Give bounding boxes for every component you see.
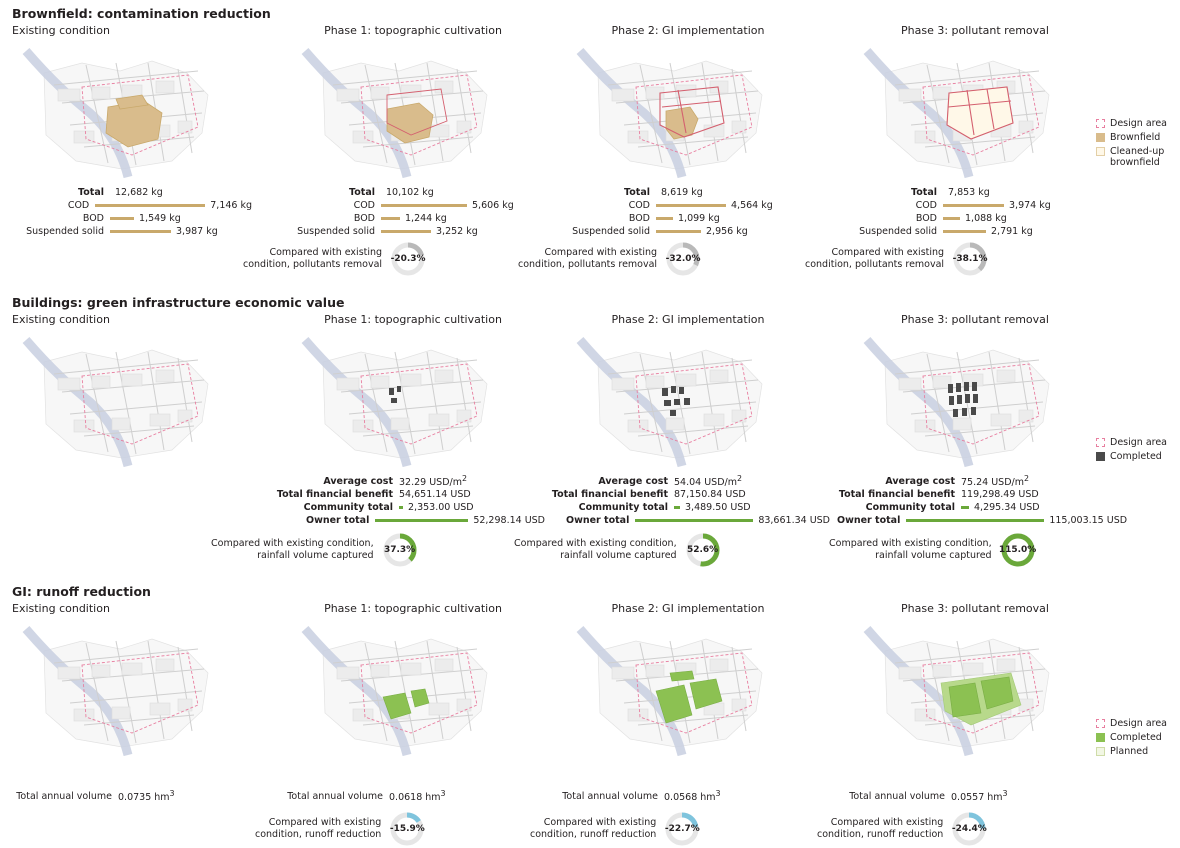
unit-superscript: 3 [715, 789, 721, 799]
metrics-buildings-phase3 [837, 475, 1127, 527]
column-phase-1 [255, 602, 543, 840]
donut-chart [950, 810, 988, 848]
metric-row [271, 790, 521, 803]
legend-label: Brownfield [1110, 132, 1161, 143]
comparison-line-1: Compared with existing [543, 817, 657, 828]
metric-value: 3,489.50 USD [685, 502, 751, 513]
comparison-phase2-gi [530, 810, 701, 848]
metric-row [12, 199, 252, 212]
column-title: Existing condition [12, 313, 110, 326]
metric-value: 2,956 kg [706, 226, 748, 237]
metric-label: Owner total [566, 515, 630, 526]
metric-label: Total annual volume [562, 791, 658, 802]
metrics-brownfield-phase1 [283, 186, 533, 238]
unit-superscript: 3 [440, 789, 446, 799]
metric-label: Suspended solid [859, 226, 937, 237]
legend-item [1096, 732, 1167, 743]
donut-value: 37.3% [383, 545, 416, 555]
metric-label: Total annual volume [849, 791, 945, 802]
metric-label: Total financial benefit [276, 489, 393, 500]
metric-label: Suspended solid [26, 226, 104, 237]
metric-row [845, 186, 1095, 199]
column-title: Phase 1: topographic cultivation [324, 602, 502, 615]
metric-row [12, 225, 252, 238]
legend-brownfield [1096, 118, 1180, 171]
comparison-line-2: rainfall volume captured [257, 550, 374, 561]
completed-swatch-icon [1096, 452, 1105, 461]
metric-row [558, 225, 808, 238]
metric-value: 2,791 kg [991, 226, 1033, 237]
metric-row [833, 790, 1083, 803]
metric-row [275, 475, 545, 488]
column-title: Phase 2: GI implementation [611, 24, 765, 37]
column-phase-2 [514, 313, 830, 561]
metric-value: 0.0568 hm [664, 792, 716, 804]
map-brownfield-phase1[interactable] [291, 43, 523, 178]
metric-row [558, 199, 808, 212]
metric-label: Total annual volume [287, 791, 383, 802]
comparison-line-2: rainfall volume captured [560, 550, 677, 561]
comparison-line-1: Compared with existing condition, [829, 538, 992, 549]
column-phase-3 [817, 602, 1105, 840]
metric-value: 83,661.34 USD [758, 515, 830, 526]
section-title: GI: runoff reduction [12, 584, 151, 599]
comparison-phase1-brownfield [243, 240, 427, 278]
donut-chart [999, 531, 1037, 569]
unit-superscript: 3 [1002, 789, 1008, 799]
metric-label: COD [915, 200, 937, 211]
comparison-line-2: rainfall volume captured [875, 550, 992, 561]
completed-swatch-icon [1096, 733, 1105, 742]
comparison-line-2: condition, pollutants removal [805, 259, 945, 270]
column-existing-condition [12, 313, 272, 467]
metric-value: 1,549 kg [139, 213, 181, 224]
metric-row [558, 212, 808, 225]
metric-value: 8,619 kg [661, 187, 703, 198]
metric-row [837, 514, 1127, 527]
metrics-gi-existing [0, 790, 250, 803]
metric-value: 54,651.14 USD [399, 489, 471, 500]
map-buildings-existing[interactable] [12, 332, 244, 467]
comparison-line-1: Compared with existing [831, 247, 945, 258]
metrics-gi-phase1 [271, 790, 521, 803]
legend-item [1096, 718, 1167, 729]
metric-value: 5,606 kg [472, 200, 514, 211]
metric-value: 1,099 kg [678, 213, 720, 224]
metric-value: 12,682 kg [115, 187, 163, 198]
metric-value: 4,564 kg [731, 200, 773, 211]
map-gi-phase2[interactable] [566, 621, 798, 756]
legend-label: Design area [1110, 437, 1168, 448]
comparison-text [829, 538, 992, 562]
donut-chart [684, 531, 722, 569]
metric-value: 32.29 USD/m [399, 477, 462, 489]
comparison-phase1-gi [255, 810, 426, 848]
donut-value: -32.0% [665, 254, 701, 264]
metric-label: Community total [303, 502, 393, 513]
metric-row [283, 212, 533, 225]
legend-label: Design area [1110, 118, 1168, 129]
section-gi-runoff [0, 578, 1180, 840]
metric-value: 0.0618 hm [389, 792, 441, 804]
map-brownfield-phase2[interactable] [566, 43, 798, 178]
column-phase-1 [211, 313, 545, 561]
comparison-line-1: Compared with existing [830, 817, 944, 828]
comparison-line-2: condition, pollutants removal [243, 259, 383, 270]
metrics-gi-phase2 [546, 790, 796, 803]
metric-label: Total financial benefit [551, 489, 668, 500]
metric-value: 54.04 USD/m [674, 477, 737, 489]
metric-value: 3,987 kg [176, 226, 218, 237]
donut-value: -38.1% [952, 254, 988, 264]
metric-label: BOD [82, 213, 104, 224]
legend-label: Completed [1110, 732, 1162, 743]
metric-label: Community total [865, 502, 955, 513]
legend-item [1096, 118, 1180, 129]
metric-row [283, 186, 533, 199]
comparison-text [805, 247, 944, 271]
unit-superscript: 2 [736, 474, 743, 484]
metrics-gi-phase3 [833, 790, 1083, 803]
donut-chart [381, 531, 419, 569]
metric-row [275, 514, 545, 527]
metric-label: BOD [353, 213, 375, 224]
unit-superscript: 3 [169, 789, 175, 799]
legend-label: Planned [1110, 746, 1149, 757]
comparison-text [518, 247, 657, 271]
metric-label: COD [353, 200, 375, 211]
metric-label: Total [911, 187, 937, 198]
metric-row [0, 790, 250, 803]
metric-label: BOD [628, 213, 650, 224]
metric-value: 7,853 kg [948, 187, 990, 198]
section-title: Brownfield: contamination reduction [12, 6, 271, 21]
metric-row [845, 225, 1095, 238]
donut-chart [664, 240, 702, 278]
metric-label: Average cost [885, 476, 955, 487]
comparison-phase1-buildings [211, 531, 419, 569]
map-brownfield-phase3[interactable] [853, 43, 1085, 178]
metric-row [837, 501, 1127, 514]
metric-label: Suspended solid [297, 226, 375, 237]
metric-row [550, 475, 830, 488]
metric-value: 0.0557 hm [951, 792, 1003, 804]
metric-row [12, 186, 252, 199]
comparison-text [817, 817, 943, 841]
metric-row [283, 225, 533, 238]
metric-row [837, 488, 1127, 501]
metric-label: BOD [915, 213, 937, 224]
legend-item [1096, 746, 1167, 757]
column-title: Existing condition [12, 24, 110, 37]
design-area-swatch-icon [1096, 719, 1105, 728]
metric-row [550, 488, 830, 501]
comparison-line-1: Compared with existing [268, 817, 382, 828]
comparison-line-2: condition, runoff reduction [817, 829, 944, 840]
column-existing-condition [12, 24, 272, 237]
design-area-swatch-icon [1096, 119, 1105, 128]
donut-chart [389, 240, 427, 278]
donut-chart [663, 810, 701, 848]
comparison-line-1: Compared with existing condition, [514, 538, 677, 549]
metrics-brownfield-phase2 [558, 186, 808, 238]
comparison-text [243, 247, 382, 271]
metric-value: 3,252 kg [436, 226, 478, 237]
metric-value: 2,353.00 USD [408, 502, 474, 513]
legend-item [1096, 132, 1180, 143]
metric-value: 1,088 kg [965, 213, 1007, 224]
map-gi-phase1[interactable] [291, 621, 523, 756]
legend-label: Cleaned-up brownfield [1110, 146, 1165, 168]
column-phase-2 [518, 24, 818, 270]
comparison-phase3-gi [817, 810, 988, 848]
donut-value: -20.3% [390, 254, 426, 264]
comparison-line-2: condition, pollutants removal [518, 259, 658, 270]
legend-item [1096, 451, 1167, 462]
metric-label: Total financial benefit [838, 489, 955, 500]
comparison-text [211, 538, 374, 562]
column-title: Phase 2: GI implementation [611, 602, 765, 615]
column-title: Existing condition [12, 602, 110, 615]
section-title: Buildings: green infrastructure economic value [12, 295, 345, 310]
metric-label: Owner total [837, 515, 901, 526]
metric-row [275, 488, 545, 501]
column-phase-3 [805, 24, 1105, 270]
comparison-text [514, 538, 677, 562]
comparison-phase2-buildings [514, 531, 722, 569]
comparison-text [530, 817, 656, 841]
metric-value: 4,295.34 USD [974, 502, 1040, 513]
planned-swatch-icon [1096, 747, 1105, 756]
metric-value: 52,298.14 USD [473, 515, 545, 526]
comparison-line-1: Compared with existing [269, 247, 383, 258]
metric-label: Average cost [323, 476, 393, 487]
map-brownfield-existing[interactable] [12, 43, 244, 178]
map-gi-existing[interactable] [12, 621, 244, 756]
legend-item [1096, 146, 1180, 168]
comparison-text [255, 817, 381, 841]
legend-gi [1096, 718, 1167, 760]
metric-row [546, 790, 796, 803]
column-title: Phase 1: topographic cultivation [324, 24, 502, 37]
metric-label: Total [349, 187, 375, 198]
comparison-phase3-brownfield [805, 240, 989, 278]
metric-row [558, 186, 808, 199]
metric-value: 7,146 kg [210, 200, 252, 211]
metric-value: 1,244 kg [405, 213, 447, 224]
section-buildings [0, 289, 1180, 574]
metric-label: COD [628, 200, 650, 211]
legend-label: Completed [1110, 451, 1162, 462]
comparison-line-2: condition, runoff reduction [255, 829, 382, 840]
donut-value: 52.6% [686, 545, 719, 555]
legend-label: Design area [1110, 718, 1168, 729]
metric-label: Average cost [598, 476, 668, 487]
metric-label: Suspended solid [572, 226, 650, 237]
metric-value: 75.24 USD/m [961, 477, 1024, 489]
metric-value: 3,974 kg [1009, 200, 1051, 211]
metric-value: 87,150.84 USD [674, 489, 746, 500]
legend-item [1096, 437, 1167, 448]
metrics-brownfield-existing [12, 186, 252, 238]
section-brownfield [0, 0, 1180, 280]
metric-label: Total [78, 187, 104, 198]
donut-value: -15.9% [389, 824, 425, 834]
metric-row [845, 199, 1095, 212]
metric-row [12, 212, 252, 225]
metric-row [550, 514, 830, 527]
column-title: Phase 3: pollutant removal [901, 313, 1049, 326]
column-title: Phase 1: topographic cultivation [324, 313, 502, 326]
column-phase-3 [829, 313, 1128, 561]
donut-chart [388, 810, 426, 848]
comparison-phase2-brownfield [518, 240, 702, 278]
unit-superscript: 2 [461, 474, 468, 484]
metric-label: Total [624, 187, 650, 198]
metric-value: 10,102 kg [386, 187, 434, 198]
metric-value: 119,298.49 USD [961, 489, 1039, 500]
metric-label: Total annual volume [16, 791, 112, 802]
unit-superscript: 2 [1023, 474, 1030, 484]
map-gi-phase3[interactable] [853, 621, 1085, 756]
map-buildings-phase2[interactable] [566, 332, 798, 467]
legend-buildings [1096, 437, 1167, 465]
column-phase-2 [530, 602, 818, 840]
donut-value: 115.0% [998, 545, 1037, 555]
metric-value: 115,003.15 USD [1049, 515, 1128, 526]
brownfield-swatch-icon [1096, 133, 1105, 142]
metric-row [837, 475, 1127, 488]
column-title: Phase 3: pollutant removal [901, 602, 1049, 615]
metrics-buildings-phase2 [550, 475, 830, 527]
comparison-phase3-buildings [829, 531, 1037, 569]
metric-label: COD [67, 200, 90, 211]
donut-value: -22.7% [664, 824, 700, 834]
metrics-buildings-phase1 [275, 475, 545, 527]
metric-value: 0.0735 hm [118, 792, 170, 804]
comparison-line-1: Compared with existing condition, [211, 538, 374, 549]
donut-chart [951, 240, 989, 278]
column-phase-1 [243, 24, 543, 270]
design-area-swatch-icon [1096, 438, 1105, 447]
comparison-line-2: condition, runoff reduction [530, 829, 657, 840]
comparison-line-1: Compared with existing [544, 247, 658, 258]
map-buildings-phase3[interactable] [853, 332, 1085, 467]
map-buildings-phase1[interactable] [291, 332, 523, 467]
cleaned-up-brownfield-swatch-icon [1096, 147, 1105, 156]
column-title: Phase 3: pollutant removal [901, 24, 1049, 37]
donut-value: -24.4% [951, 824, 987, 834]
metric-row [550, 501, 830, 514]
column-title: Phase 2: GI implementation [611, 313, 765, 326]
metric-row [283, 199, 533, 212]
metrics-brownfield-phase3 [845, 186, 1095, 238]
column-existing-condition [12, 602, 272, 804]
metric-label: Owner total [306, 515, 370, 526]
metric-row [275, 501, 545, 514]
metric-row [845, 212, 1095, 225]
metric-label: Community total [578, 502, 668, 513]
